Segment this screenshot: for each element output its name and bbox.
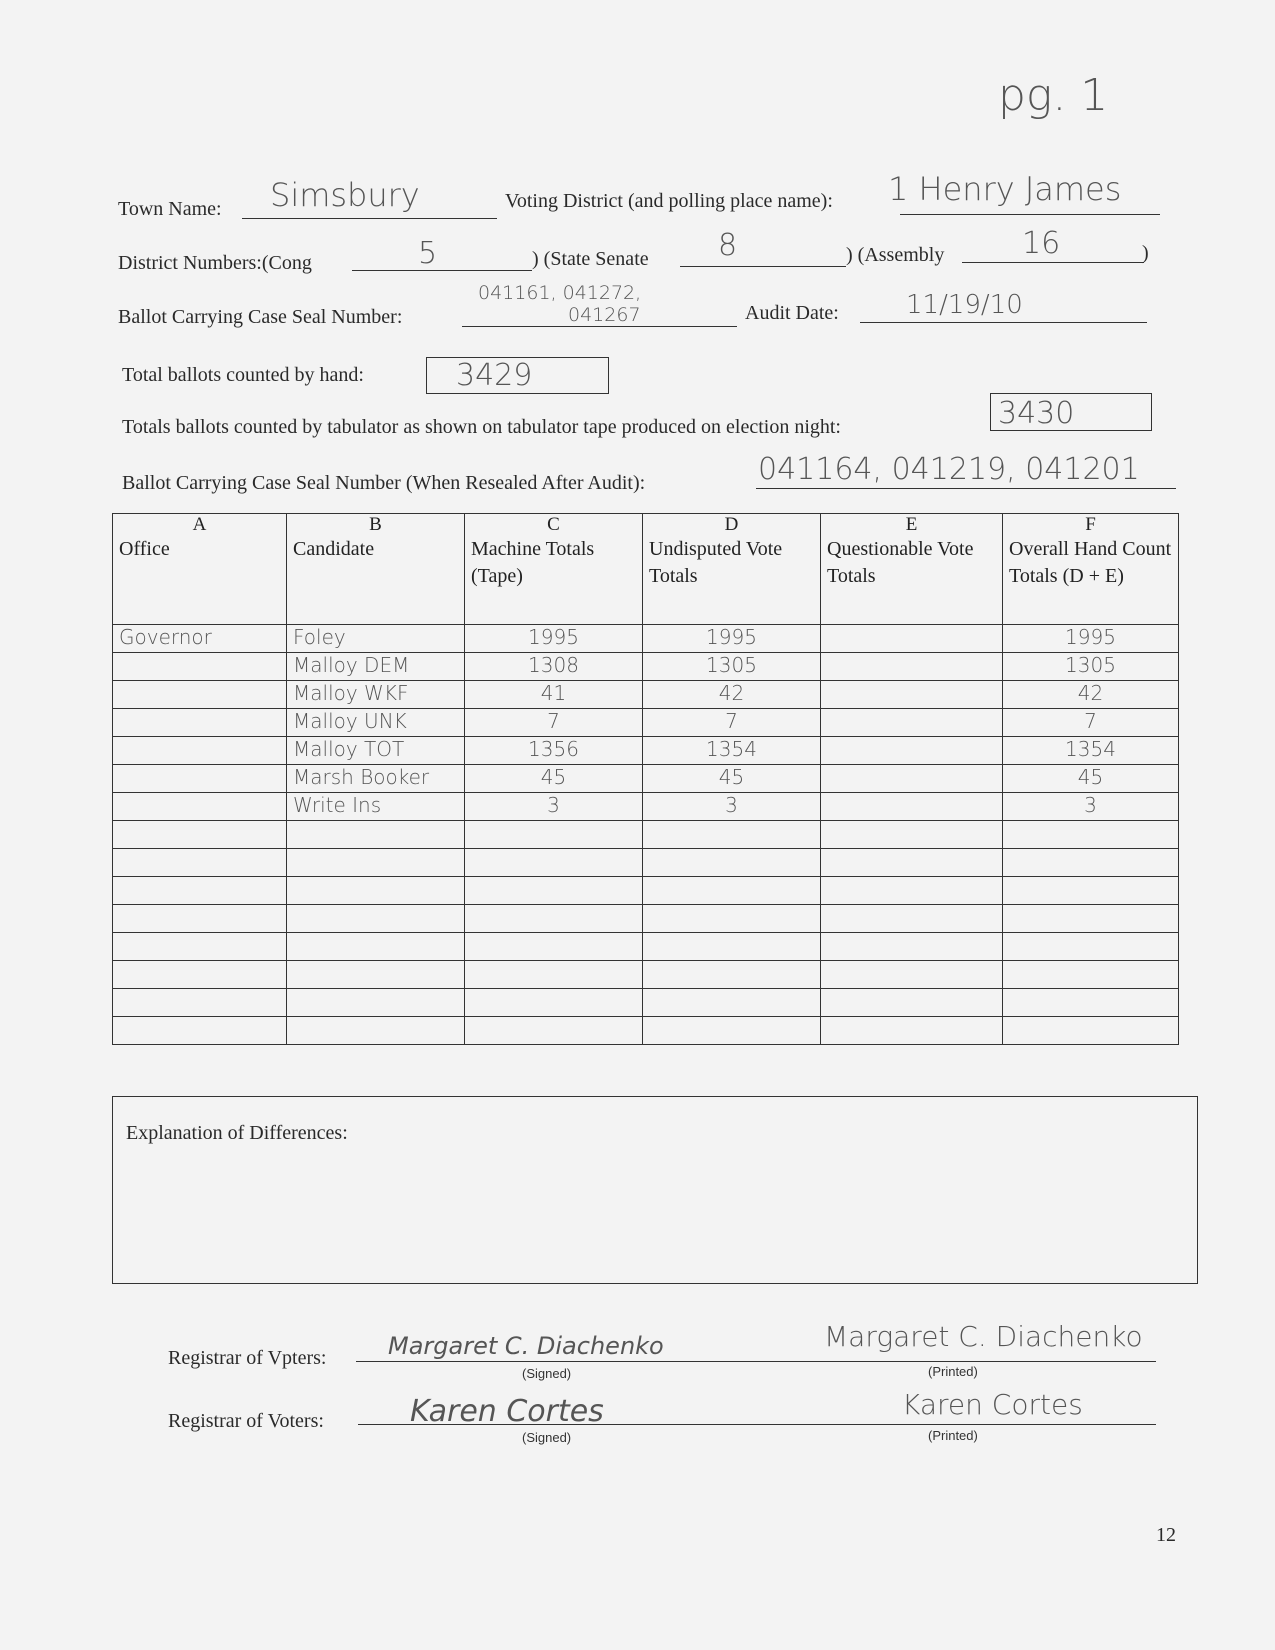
audit-date-value: 11/19/10 (906, 290, 1023, 320)
seal-number-value-2: 041267 (568, 304, 641, 326)
table-row (113, 989, 1179, 1017)
cell-undisputed (643, 905, 821, 933)
cell-undisputed (643, 849, 821, 877)
cell-overall: 1995 (1003, 625, 1179, 653)
cell-machine (465, 821, 643, 849)
cell-undisputed: 42 (643, 681, 821, 709)
cell-questionable (821, 1017, 1003, 1045)
cell-candidate: Malloy WKF (287, 681, 465, 709)
tabulator-label: Totals ballots counted by tabulator as shown on tabulator tape produced on election night: (122, 416, 841, 438)
table-row (113, 905, 1179, 933)
cell-undisputed: 1995 (643, 625, 821, 653)
cell-questionable (821, 793, 1003, 821)
hand-count-label: Total ballots counted by hand: (122, 364, 364, 386)
cell-office (113, 933, 287, 961)
cell-overall (1003, 821, 1179, 849)
table-row (113, 1017, 1179, 1045)
printed-name-1: Margaret C. Diachenko (824, 1320, 1143, 1353)
printed-name-2: Karen Cortes (902, 1388, 1083, 1421)
column-letter: B (287, 514, 465, 537)
cell-undisputed: 45 (643, 765, 821, 793)
reseal-label: Ballot Carrying Case Seal Number (When Resealed After Audit): (122, 472, 646, 494)
cell-candidate (287, 877, 465, 905)
cell-office (113, 877, 287, 905)
cell-undisputed: 1354 (643, 737, 821, 765)
column-letter: D (643, 514, 821, 537)
audit-date-label: Audit Date: (745, 302, 839, 324)
column-letter: C (465, 514, 643, 537)
cell-questionable (821, 905, 1003, 933)
cell-office (113, 961, 287, 989)
cell-undisputed (643, 961, 821, 989)
cell-office (113, 793, 287, 821)
signature-2: Karen Cortes (410, 1394, 604, 1429)
cell-questionable (821, 765, 1003, 793)
column-letter: E (821, 514, 1003, 537)
cell-overall (1003, 933, 1179, 961)
column-header: Office (113, 536, 287, 625)
cell-undisputed: 7 (643, 709, 821, 737)
page-number: 12 (1156, 1524, 1176, 1546)
table-row (113, 961, 1179, 989)
assembly-close-paren: ) (1142, 242, 1149, 264)
cell-machine (465, 849, 643, 877)
cell-office (113, 849, 287, 877)
cell-machine: 41 (465, 681, 643, 709)
cell-machine: 1356 (465, 737, 643, 765)
cell-questionable (821, 961, 1003, 989)
cell-candidate: Malloy UNK (287, 709, 465, 737)
cell-office (113, 653, 287, 681)
cell-machine (465, 905, 643, 933)
town-name-label: Town Name: (118, 198, 222, 220)
explanation-label: Explanation of Differences: (126, 1122, 348, 1144)
state-senate-value: 8 (718, 228, 738, 263)
cell-overall (1003, 849, 1179, 877)
registrar-label-2: Registrar of Voters: (168, 1410, 324, 1432)
cell-questionable (821, 653, 1003, 681)
cell-office (113, 765, 287, 793)
seal-number-value-1: 041161, 041272, (478, 282, 642, 304)
tabulator-value: 3430 (998, 396, 1075, 431)
seal-number-label: Ballot Carrying Case Seal Number: (118, 306, 403, 328)
cell-candidate (287, 989, 465, 1017)
cell-undisputed: 3 (643, 793, 821, 821)
column-header: Machine Totals (Tape) (465, 536, 643, 625)
cell-undisputed (643, 821, 821, 849)
cell-overall: 1354 (1003, 737, 1179, 765)
cell-overall: 45 (1003, 765, 1179, 793)
cell-machine (465, 1017, 643, 1045)
cell-office (113, 905, 287, 933)
table-row (113, 933, 1179, 961)
cell-overall: 1305 (1003, 653, 1179, 681)
cell-undisputed (643, 989, 821, 1017)
audit-table (112, 513, 1179, 1045)
column-letter: A (113, 514, 287, 537)
cell-candidate: Foley (287, 625, 465, 653)
cell-overall: 3 (1003, 793, 1179, 821)
table-row (113, 793, 1179, 821)
town-name-value: Simsbury (270, 176, 420, 214)
cell-undisputed (643, 1017, 821, 1045)
cell-candidate (287, 905, 465, 933)
cell-questionable (821, 681, 1003, 709)
cell-candidate: Marsh Booker (287, 765, 465, 793)
voting-district-value: 1 Henry James (888, 170, 1122, 208)
cell-machine (465, 933, 643, 961)
cell-machine: 7 (465, 709, 643, 737)
signed-caption-1: (Signed) (522, 1366, 572, 1381)
cell-overall (1003, 905, 1179, 933)
cell-office (113, 989, 287, 1017)
cell-questionable (821, 989, 1003, 1017)
column-header: Overall Hand Count Totals (D + E) (1003, 536, 1179, 625)
cell-undisputed (643, 933, 821, 961)
cell-office (113, 709, 287, 737)
table-row (113, 737, 1179, 765)
signed-caption-2: (Signed) (522, 1430, 572, 1445)
cell-office (113, 821, 287, 849)
column-header-row (113, 536, 1179, 625)
cell-office: Governor (113, 625, 287, 653)
hand-count-value: 3429 (456, 358, 533, 393)
cell-machine: 45 (465, 765, 643, 793)
cell-office (113, 1017, 287, 1045)
cell-machine (465, 877, 643, 905)
page-marker: pg. 1 (998, 70, 1109, 121)
cell-undisputed (643, 877, 821, 905)
cell-questionable (821, 877, 1003, 905)
assembly-value: 16 (1022, 226, 1061, 261)
cell-overall (1003, 961, 1179, 989)
reseal-value: 041164, 041219, 041201 (758, 452, 1140, 487)
column-letters-row (113, 514, 1179, 537)
cell-overall (1003, 1017, 1179, 1045)
cell-candidate (287, 821, 465, 849)
cell-machine: 1308 (465, 653, 643, 681)
cell-office (113, 737, 287, 765)
printed-caption-2: (Printed) (928, 1428, 978, 1443)
cell-candidate (287, 849, 465, 877)
column-header: Candidate (287, 536, 465, 625)
cell-candidate: Malloy DEM (287, 653, 465, 681)
column-header: Questionable Vote Totals (821, 536, 1003, 625)
cell-questionable (821, 709, 1003, 737)
column-letter: F (1003, 514, 1179, 537)
cell-office (113, 681, 287, 709)
cell-questionable (821, 933, 1003, 961)
table-row (113, 681, 1179, 709)
table-row (113, 821, 1179, 849)
cell-questionable (821, 821, 1003, 849)
cell-machine (465, 989, 643, 1017)
table-row (113, 653, 1179, 681)
cell-overall (1003, 989, 1179, 1017)
assembly-label: ) (Assembly (846, 244, 945, 266)
cell-candidate: Malloy TOT (287, 737, 465, 765)
voting-district-label: Voting District (and polling place name): (505, 190, 833, 212)
cell-candidate: Write Ins (287, 793, 465, 821)
cell-questionable (821, 737, 1003, 765)
table-row (113, 625, 1179, 653)
cell-undisputed: 1305 (643, 653, 821, 681)
cell-overall: 7 (1003, 709, 1179, 737)
table-row (113, 849, 1179, 877)
column-header: Undisputed Vote Totals (643, 536, 821, 625)
cell-questionable (821, 625, 1003, 653)
state-senate-label: ) (State Senate (532, 248, 649, 270)
table-row (113, 709, 1179, 737)
district-numbers-label: District Numbers:(Cong (118, 252, 312, 274)
cell-candidate (287, 933, 465, 961)
cell-machine: 3 (465, 793, 643, 821)
table-row (113, 877, 1179, 905)
cong-value: 5 (418, 236, 438, 271)
cell-candidate (287, 961, 465, 989)
cell-overall (1003, 877, 1179, 905)
registrar-label-1: Registrar of Vpters: (168, 1347, 327, 1369)
cell-questionable (821, 849, 1003, 877)
cell-overall: 42 (1003, 681, 1179, 709)
table-row (113, 765, 1179, 793)
signature-1: Margaret C. Diachenko (388, 1332, 664, 1360)
cell-candidate (287, 1017, 465, 1045)
cell-machine (465, 961, 643, 989)
printed-caption-1: (Printed) (928, 1364, 978, 1379)
cell-machine: 1995 (465, 625, 643, 653)
